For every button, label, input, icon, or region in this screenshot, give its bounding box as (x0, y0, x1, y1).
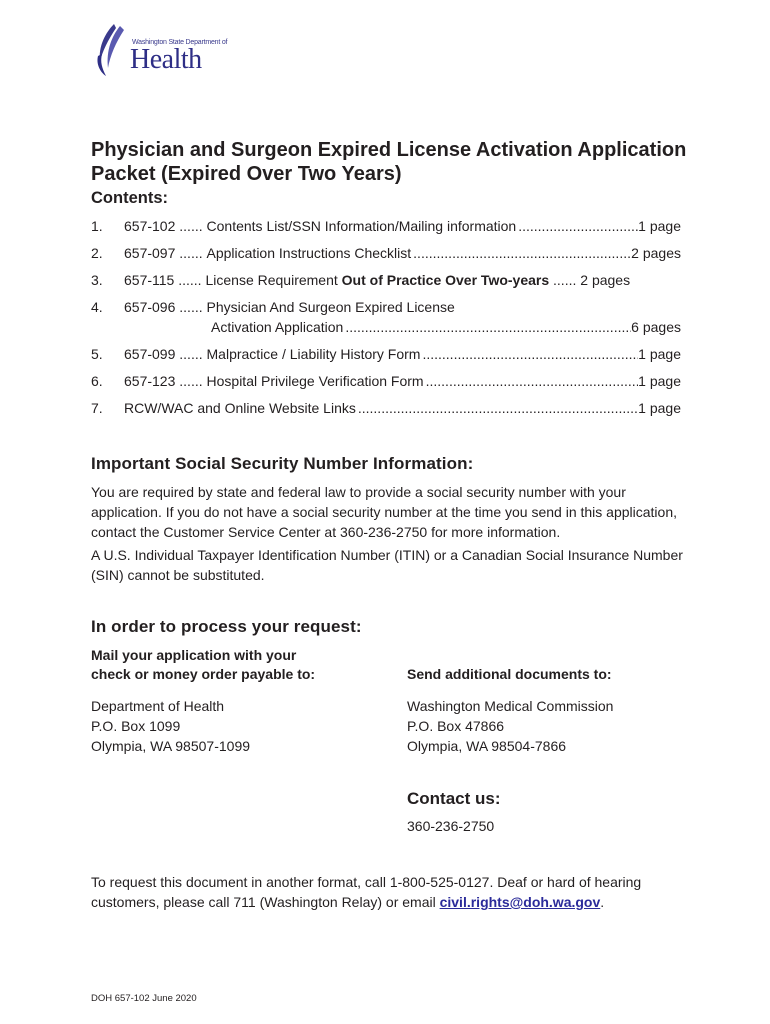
item-pages: 1 page (638, 346, 681, 362)
item-pages: 6 pages (631, 319, 681, 335)
address-line: Olympia, WA 98507-1099 (91, 738, 251, 754)
item-label: Contents List/SSN Information/Mailing information (206, 218, 517, 234)
alternate-format-note (91, 872, 691, 912)
mail-payment-label (91, 646, 391, 684)
item-label: Physician And Surgeon Expired License (206, 299, 455, 315)
civil-rights-email-link[interactable]: civil.rights@doh.wa.gov (439, 894, 601, 910)
contact-phone: 360-236-2750 (407, 818, 495, 834)
item-number: 1. (91, 218, 103, 234)
form-number: 657-102 (124, 218, 176, 234)
item-number: 6. (91, 373, 103, 389)
item-label-continued: Activation Application (211, 319, 344, 335)
form-number: 657-123 (124, 373, 176, 389)
item-label: RCW/WAC and Online Website Links (124, 400, 356, 416)
address-line: Department of Health (91, 698, 225, 714)
item-label-emphasis: Out of Practice Over Two-years (341, 272, 550, 288)
contents-heading: Contents: (91, 189, 168, 207)
additional-docs-column (407, 665, 707, 756)
ssn-heading: Important Social Security Number Information: (91, 454, 474, 473)
doh-logo-mark-icon (92, 22, 132, 78)
item-pages: 1 page (638, 400, 681, 416)
additional-docs-label: Send additional documents to: (407, 666, 612, 682)
mail-payment-label-line1: Mail your application with your (91, 647, 297, 663)
contents-item: 4. 657-096 ...... Physician And Surgeon Expired License Activation Application ..... 6 pages (91, 297, 681, 337)
form-number: 657-115 (124, 272, 175, 288)
address-line: Olympia, WA 98504-7866 (407, 738, 567, 754)
logo-agency-text: Washington State Department of (132, 39, 228, 46)
item-pages: 2 pages (580, 272, 631, 288)
form-number: 657-096 (124, 299, 176, 315)
item-number: 2. (91, 245, 103, 261)
form-number: 657-097 (124, 245, 176, 261)
ssn-paragraph-2: A U.S. Individual Taxpayer Identification Number (ITIN) or a Canadian Social Insurance Number (SIN) cannot be substituted. (91, 547, 683, 583)
item-number: 4. (91, 299, 103, 315)
item-label: Malpractice / Liability History Form (206, 346, 421, 362)
mail-payment-label-line2: check or money order payable to: (91, 666, 316, 682)
contents-item: 6. 657-123 ...... Hospital Privilege Verification Form ..... 1 page (91, 371, 681, 391)
ssn-paragraph-1: You are required by state and federal law to provide a social security number with your application. If you do not have a social security number at the time you send in this application, contact the Customer Service Center at 360-236-2750 for more information. (91, 484, 678, 540)
format-note-text: To request this document in another format, call 1-800-525-0127. Deaf or hard of hearing customers, please call 711 (Washington Relay) or email (91, 874, 642, 910)
item-label: License Requirement (205, 272, 342, 288)
document-code: DOH 657-102 June 2020 (91, 993, 197, 1004)
item-number: 5. (91, 346, 103, 362)
contact-heading: Contact us: (407, 789, 501, 808)
contents-item: 2. 657-097 ...... Application Instructions Checklist ..... 2 pages (91, 243, 681, 263)
address-line: P.O. Box 1099 (91, 718, 181, 734)
address-line: Washington Medical Commission (407, 698, 614, 714)
contents-item (91, 398, 681, 418)
item-label: Hospital Privilege Verification Form (206, 373, 424, 389)
document-title: Physician and Surgeon Expired License Activation Application Packet (Expired Over Two Years) (91, 139, 687, 185)
contents-item: 5. 657-099 ...... Malpractice / Liability History Form ..... 1 page (91, 344, 681, 364)
form-number: 657-099 (124, 346, 176, 362)
logo-health-text: Health (130, 44, 202, 75)
doh-logo (92, 22, 228, 78)
contents-item: 1. 657-102 ...... Contents List/SSN Information/Mailing information ..... 1 page (91, 216, 681, 236)
item-pages: 1 page (638, 218, 681, 234)
process-heading: In order to process your request: (91, 617, 362, 636)
item-number: 3. (91, 272, 103, 288)
contents-item: 3. 657-115 ...... License Requirement Out of Practice Over Two-years ...... 2 pages (91, 272, 631, 288)
item-pages: 1 page (638, 373, 681, 389)
format-note-end: . (600, 894, 605, 910)
mail-payment-column (91, 646, 391, 756)
item-pages: 2 pages (631, 245, 681, 261)
doh-address (91, 696, 391, 756)
item-number: 7. (91, 400, 103, 416)
item-label: Application Instructions Checklist (206, 245, 412, 261)
wmc-address (407, 696, 707, 756)
address-line: P.O. Box 47866 (407, 718, 505, 734)
